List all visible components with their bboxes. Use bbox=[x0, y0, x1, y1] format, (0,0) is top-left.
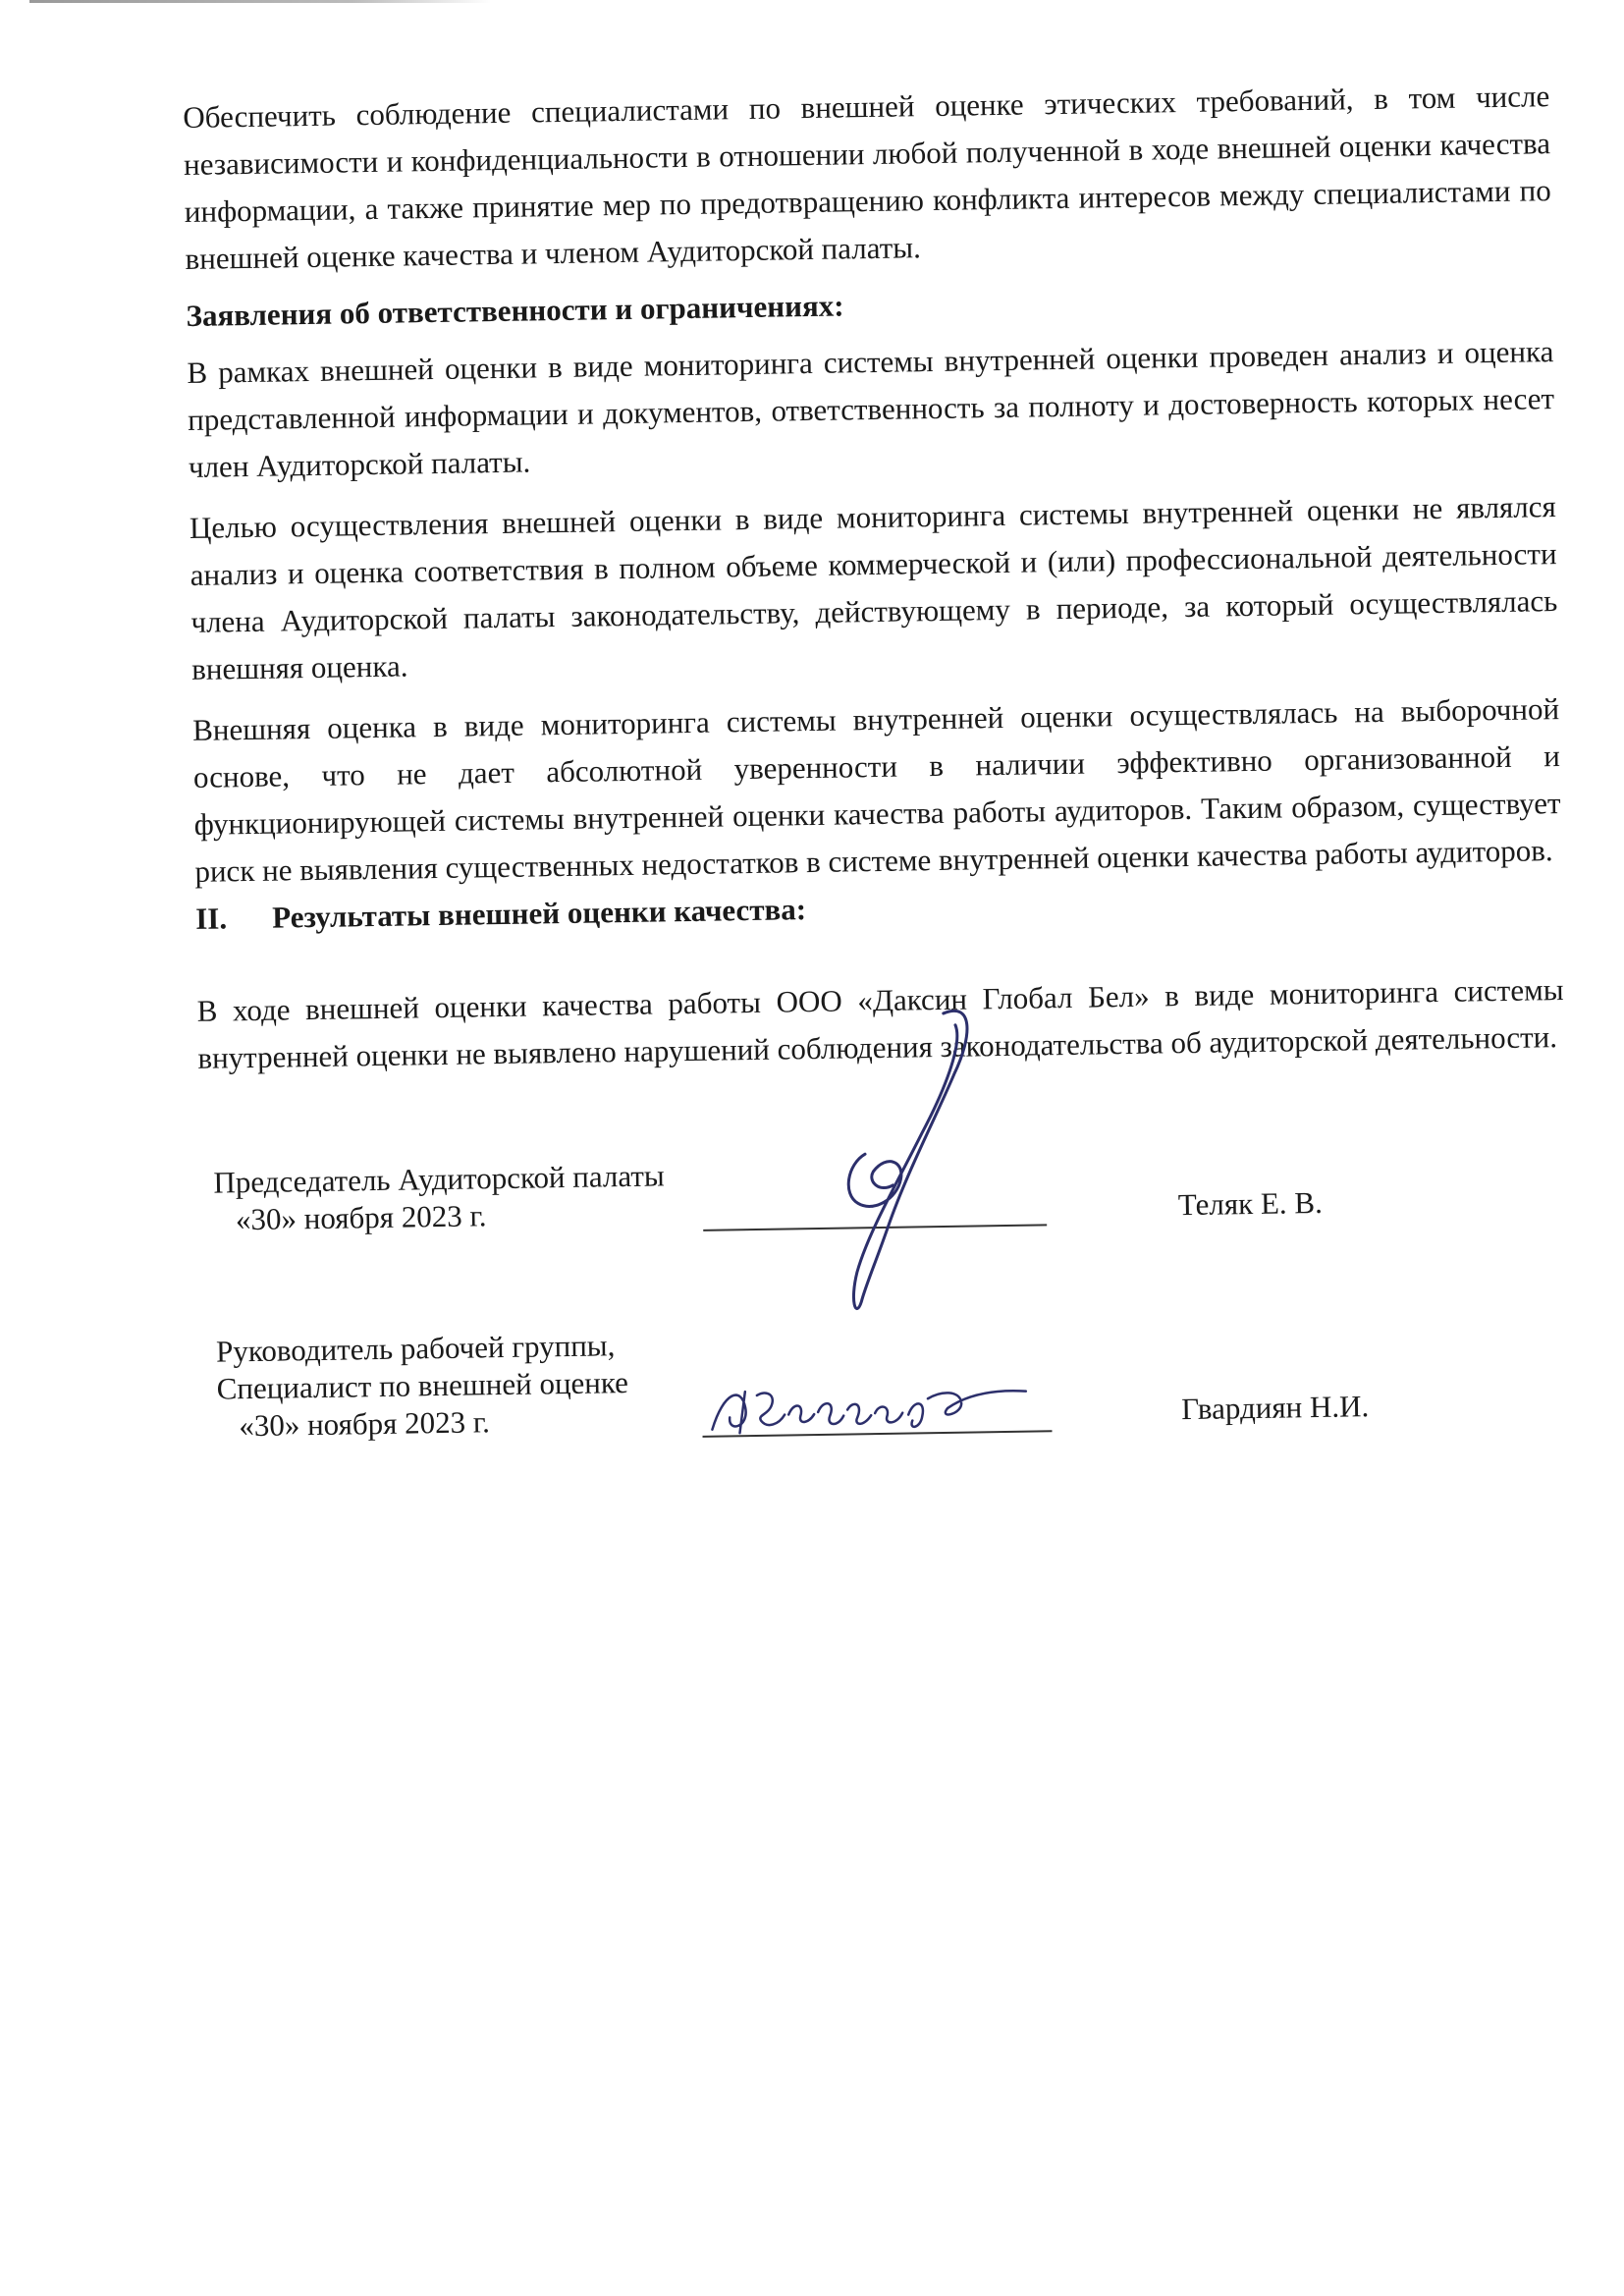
group-lead-name: Гвардиян Н.И. bbox=[1180, 1389, 1370, 1427]
chairman-signature-icon bbox=[826, 1005, 1027, 1322]
group-lead-role-1: Руководитель рабочей группы, bbox=[215, 1328, 616, 1369]
paragraph-sampling: Внешняя оценка в виде мониторинга системы внутренней оценки осуществлялась на выборочной основе, что не дает абсолютной уверенности в наличии эффективно организованной и функционирующей системы внутренней оценки качества работы аудиторов. Таким образом, существует риск не выявления существенных недостатков в системе внутренней оценки качества работы аудиторов. bbox=[191, 691, 1561, 889]
group-lead-role-2: Специалист по внешней оценке bbox=[216, 1365, 629, 1406]
paragraph-purpose: Целью осуществления внешней оценки в виде мониторинга системы внутренней оценки не являлся анализ и оценка соответствия в полном объеме коммерческой и (или) профессиональной деятельности члена Аудиторской палаты законодательству, действующему в периоде, за который осуществлялась внешняя оценка. bbox=[189, 489, 1558, 686]
heading-responsibility: Заявления об ответственности и ограничениях: bbox=[186, 288, 844, 333]
group-lead-signature-icon bbox=[706, 1368, 1031, 1451]
group-lead-role-block bbox=[216, 1327, 629, 1446]
paragraph-ethics: Обеспечить соблюдение специалистами по внешней оценке этических требований, в том числе независимости и конфиденциальности в отношении любой полученной в ходе внешней оценки качества информации, а также принятие мер по предотвращению конфликта интересов между специалистами по внешней оценке качества и членом Аудиторской палаты. bbox=[183, 79, 1551, 276]
signature-row-chairman bbox=[199, 1143, 1566, 1237]
chairman-role-block bbox=[213, 1157, 665, 1238]
chairman-role: Председатель Аудиторской палаты bbox=[213, 1158, 665, 1200]
section-title: Результаты внешней оценки качества: bbox=[271, 892, 807, 935]
group-lead-date: «30» ноября 2023 г. bbox=[239, 1404, 491, 1444]
document-page bbox=[183, 73, 1571, 1495]
paragraph-results: В ходе внешней оценки качества работы ООО «Даксин Глобал Бел» в виде мониторинга системы внутренней оценки не выявлено нарушений соблюдения законодательства об аудиторской деятельности. bbox=[196, 972, 1564, 1075]
chairman-date: «30» ноября 2023 г. bbox=[235, 1198, 487, 1237]
section-number: II. bbox=[194, 901, 228, 936]
paragraph-scope: В рамках внешней оценки в виде мониторинга системы внутренней оценки проведен анализ и оценка представленной информации и документов, ответственность за полноту и достоверность которых несет член Аудиторской палаты. bbox=[187, 334, 1555, 484]
scan-edge-mark bbox=[29, 0, 491, 3]
chairman-name: Теляк Е. В. bbox=[1177, 1184, 1324, 1223]
signature-block bbox=[198, 1061, 1571, 1495]
